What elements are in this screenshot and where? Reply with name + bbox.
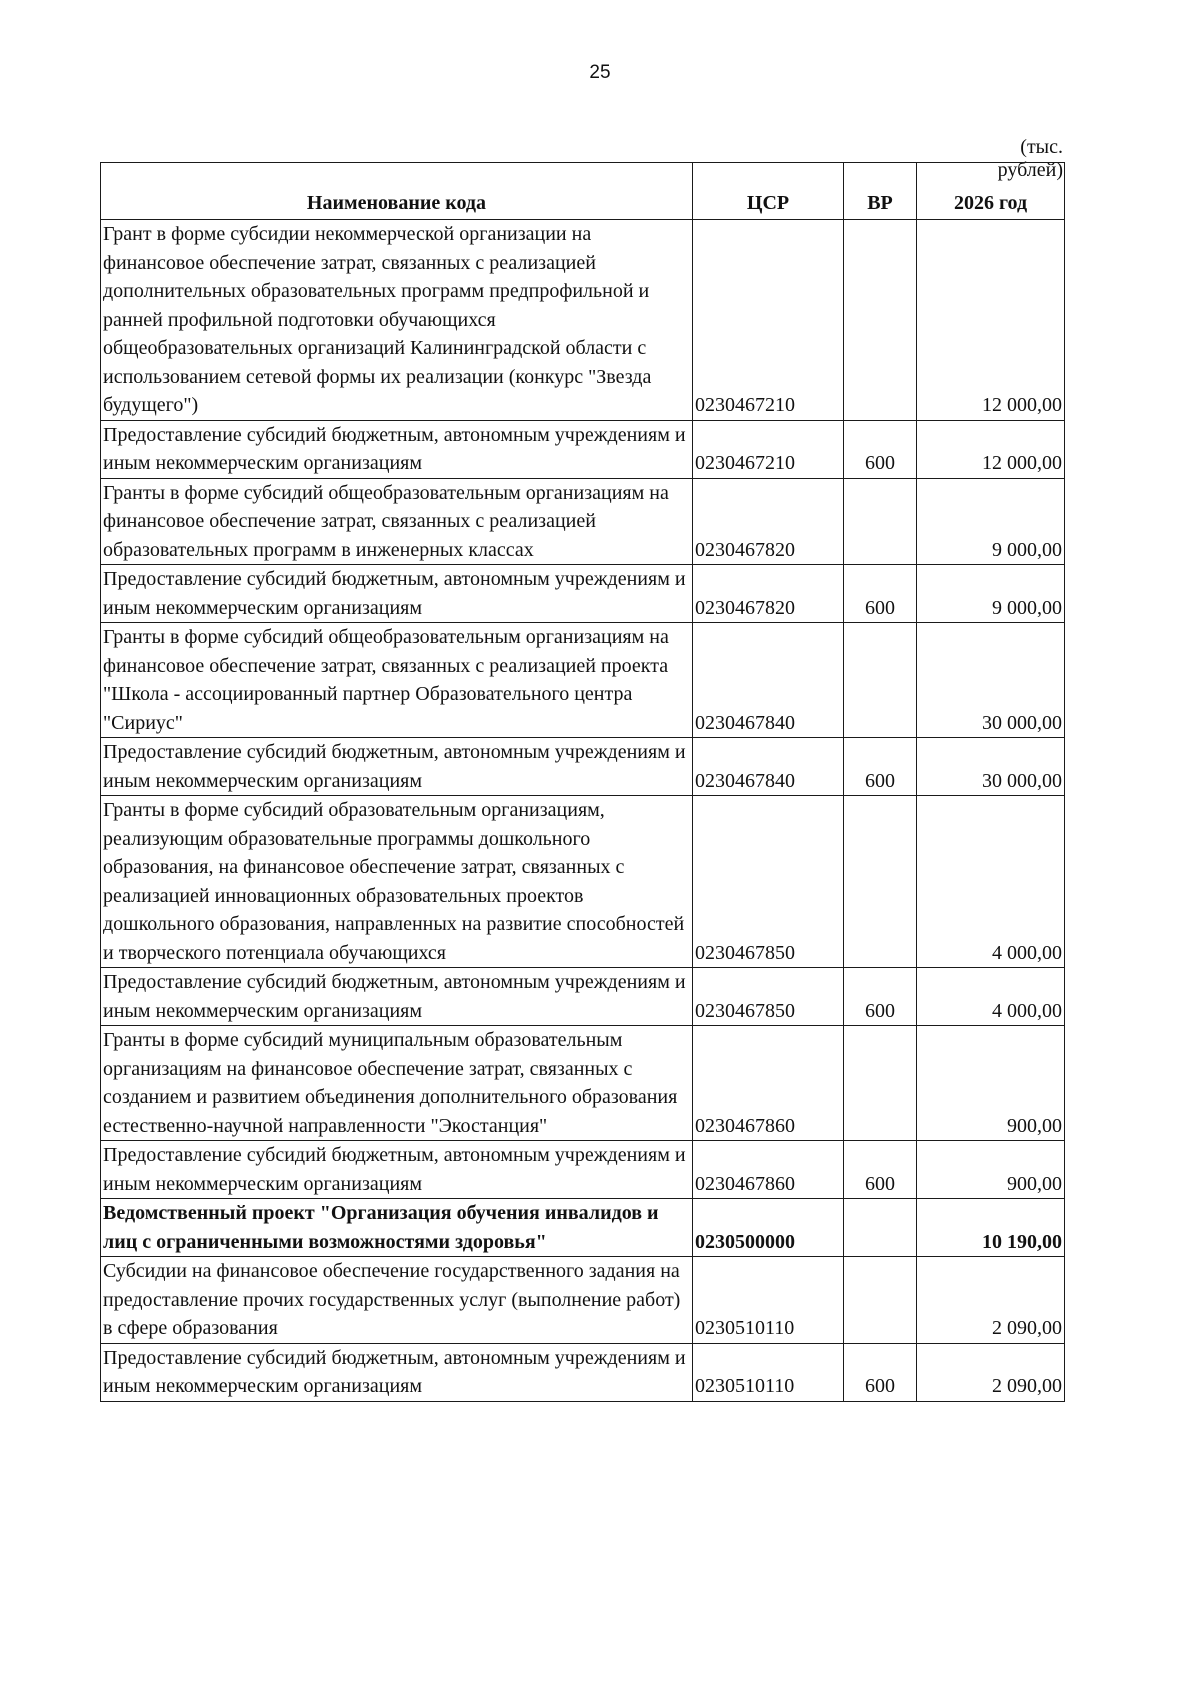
- row-vr: [844, 1026, 917, 1141]
- table-row: [101, 420, 1065, 478]
- header-year: 2026 год: [917, 163, 1065, 220]
- page-number: 25: [589, 62, 611, 83]
- table-row: [101, 478, 1065, 565]
- row-name: Гранты в форме субсидий образовательным организациям, реализующим образовательные программы дошкольного образования, на финансовое обеспечение затрат, связанных с реализацией инновационных образовательных проектов дошкольного образования, направленных на развитие способностей и творческого потенциала обучающихся: [101, 796, 693, 968]
- row-csr: 0230467860: [693, 1141, 844, 1199]
- row-csr: 0230500000: [693, 1199, 844, 1257]
- row-name: Гранты в форме субсидий общеобразовательным организациям на финансовое обеспечение затрат, связанных с реализацией проекта "Школа - ассоциированный партнер Образовательного центра "Сириус": [101, 623, 693, 738]
- row-amount: 9 000,00: [917, 565, 1065, 623]
- table-row: [101, 1257, 1065, 1344]
- row-name: Предоставление субсидий бюджетным, автономным учреждениям и иным некоммерческим организациям: [101, 565, 693, 623]
- row-name: Предоставление субсидий бюджетным, автономным учреждениям и иным некоммерческим организациям: [101, 1343, 693, 1401]
- row-amount: 4 000,00: [917, 796, 1065, 968]
- row-amount: 900,00: [917, 1026, 1065, 1141]
- table-row: [101, 796, 1065, 968]
- row-name: Предоставление субсидий бюджетным, автономным учреждениям и иным некоммерческим организациям: [101, 1141, 693, 1199]
- row-vr: [844, 220, 917, 421]
- table-row: [101, 1026, 1065, 1141]
- table-row: [101, 623, 1065, 738]
- row-vr: [844, 1257, 917, 1344]
- row-vr: 600: [844, 420, 917, 478]
- header-csr: ЦСР: [693, 163, 844, 220]
- row-amount: 12 000,00: [917, 420, 1065, 478]
- row-name: Предоставление субсидий бюджетным, автономным учреждениям и иным некоммерческим организациям: [101, 738, 693, 796]
- row-name: Гранты в форме субсидий муниципальным образовательным организациям на финансовое обеспечение затрат, связанных с созданием и развитием объединения дополнительного образования естественно-научной направленности "Экостанция": [101, 1026, 693, 1141]
- row-vr: [844, 478, 917, 565]
- row-csr: 0230467820: [693, 565, 844, 623]
- row-csr: 0230467840: [693, 623, 844, 738]
- row-vr: 600: [844, 1343, 917, 1401]
- table-header-row: [101, 163, 1065, 220]
- row-csr: 0230467820: [693, 478, 844, 565]
- table-row: [101, 1343, 1065, 1401]
- row-vr: [844, 623, 917, 738]
- table-row: [101, 968, 1065, 1026]
- row-vr: 600: [844, 968, 917, 1026]
- row-amount: 2 090,00: [917, 1343, 1065, 1401]
- row-vr: [844, 1199, 917, 1257]
- row-vr: 600: [844, 738, 917, 796]
- row-vr: [844, 796, 917, 968]
- row-csr: 0230510110: [693, 1257, 844, 1344]
- budget-table: [100, 162, 1065, 1402]
- row-name: Ведомственный проект "Организация обучения инвалидов и лиц с ограниченными возможностями здоровья": [101, 1199, 693, 1257]
- row-csr: 0230467840: [693, 738, 844, 796]
- row-csr: 0230467850: [693, 796, 844, 968]
- row-csr: 0230467860: [693, 1026, 844, 1141]
- row-amount: 10 190,00: [917, 1199, 1065, 1257]
- row-vr: 600: [844, 565, 917, 623]
- row-amount: 30 000,00: [917, 623, 1065, 738]
- units-label: (тыс. рублей): [997, 136, 1063, 181]
- row-amount: 4 000,00: [917, 968, 1065, 1026]
- header-name: Наименование кода: [101, 163, 693, 220]
- table-row: [101, 1141, 1065, 1199]
- table-row: [101, 738, 1065, 796]
- row-csr: 0230467210: [693, 220, 844, 421]
- table-row: [101, 220, 1065, 421]
- row-csr: 0230467850: [693, 968, 844, 1026]
- row-amount: 12 000,00: [917, 220, 1065, 421]
- row-vr: 600: [844, 1141, 917, 1199]
- row-amount: 2 090,00: [917, 1257, 1065, 1344]
- row-amount: 900,00: [917, 1141, 1065, 1199]
- row-csr: 0230467210: [693, 420, 844, 478]
- row-amount: 30 000,00: [917, 738, 1065, 796]
- row-csr: 0230510110: [693, 1343, 844, 1401]
- row-name: Гранты в форме субсидий общеобразовательным организациям на финансовое обеспечение затрат, связанных с реализацией образовательных программ в инженерных классах: [101, 478, 693, 565]
- row-name: Предоставление субсидий бюджетным, автономным учреждениям и иным некоммерческим организациям: [101, 420, 693, 478]
- table-row: [101, 565, 1065, 623]
- header-vr: ВР: [844, 163, 917, 220]
- row-name: Субсидии на финансовое обеспечение государственного задания на предоставление прочих государственных услуг (выполнение работ) в сфере образования: [101, 1257, 693, 1344]
- row-name: Предоставление субсидий бюджетным, автономным учреждениям и иным некоммерческим организациям: [101, 968, 693, 1026]
- row-name: Грант в форме субсидии некоммерческой организации на финансовое обеспечение затрат, связанных с реализацией дополнительных образовательных программ предпрофильной и ранней профильной подготовки обучающихся общеобразовательных организаций Калининградской области с использованием сетевой формы их реализации (конкурс "Звезда будущего"): [101, 220, 693, 421]
- row-amount: 9 000,00: [917, 478, 1065, 565]
- table-row-project: [101, 1199, 1065, 1257]
